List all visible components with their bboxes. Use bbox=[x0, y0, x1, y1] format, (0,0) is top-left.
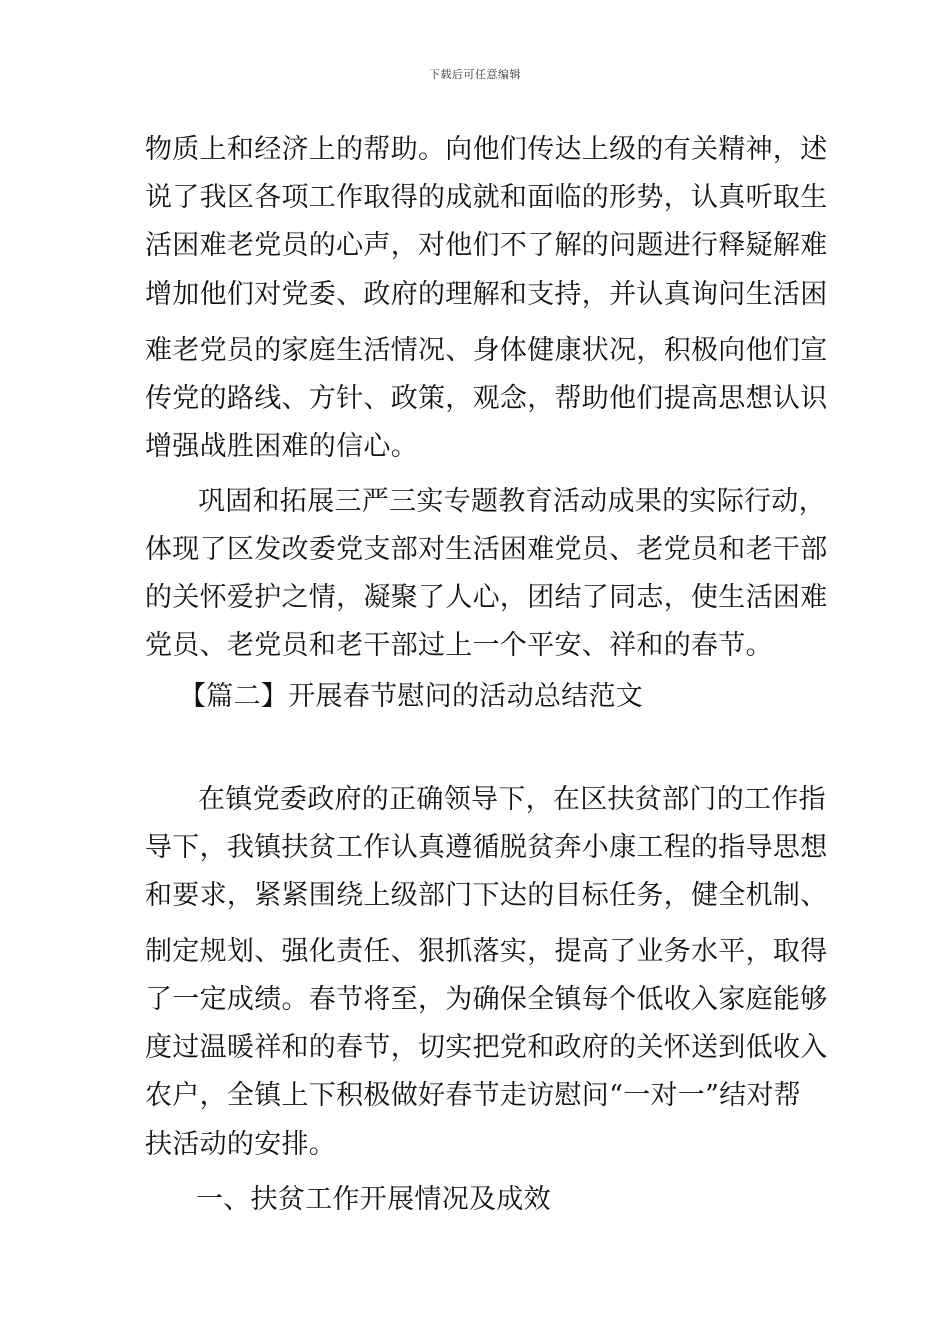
header-note: 下载后可任意编辑 bbox=[429, 68, 521, 81]
paragraph-line: 了一定成绩。春节将至，为确保全镇每个低收入家庭能够 bbox=[145, 984, 828, 1015]
paragraph-line: 物质上和经济上的帮助。向他们传达上级的有关精神，述 bbox=[145, 134, 828, 165]
paragraph-line: 巩固和拓展三严三实专题教育活动成果的实际行动， bbox=[198, 486, 826, 517]
section-heading: 【篇二】开展春节慰问的活动总结范文 bbox=[179, 681, 644, 712]
section-title: 一、扶贫工作开展情况及成效 bbox=[196, 1184, 551, 1215]
paragraph-line: 党员、老党员和老干部过上一个平安、祥和的春节。 bbox=[145, 630, 773, 661]
paragraph-line: 度过温暖祥和的春节，切实把党和政府的关怀送到低收入 bbox=[145, 1032, 828, 1063]
paragraph-line: 难老党员的家庭生活情况、身体健康状况，积极向他们宣 bbox=[145, 335, 828, 366]
paragraph-line: 在镇党委政府的正确领导下，在区扶贫部门的工作指 bbox=[198, 784, 826, 815]
paragraph-line: 制定规划、强化责任、狠抓落实，提高了业务水平，取得 bbox=[145, 936, 828, 967]
paragraph-line: 说了我区各项工作取得的成就和面临的形势，认真听取生 bbox=[145, 182, 828, 213]
paragraph-line: 传党的路线、方针、政策，观念，帮助他们提高思想认识 bbox=[145, 383, 828, 414]
paragraph-line: 和要求，紧紧围绕上级部门下达的目标任务，健全机制、 bbox=[145, 880, 828, 911]
paragraph-line: 增强战胜困难的信心。 bbox=[145, 431, 418, 462]
paragraph-line: 活困难老党员的心声，对他们不了解的问题进行释疑解难 bbox=[145, 230, 828, 261]
paragraph-line: 农户，全镇上下积极做好春节走访慰问“一对一”结对帮 bbox=[145, 1080, 802, 1111]
paragraph-line: 增加他们对党委、政府的理解和支持，并认真询问生活困 bbox=[145, 279, 828, 310]
paragraph-line: 体现了区发改委党支部对生活困难党员、老党员和老干部 bbox=[145, 534, 828, 565]
paragraph-line: 扶活动的安排。 bbox=[145, 1129, 337, 1160]
paragraph-line: 的关怀爱护之情，凝聚了人心，团结了同志，使生活困难 bbox=[145, 582, 828, 613]
paragraph-line: 导下，我镇扶贫工作认真遵循脱贫奔小康工程的指导思想 bbox=[145, 832, 828, 863]
